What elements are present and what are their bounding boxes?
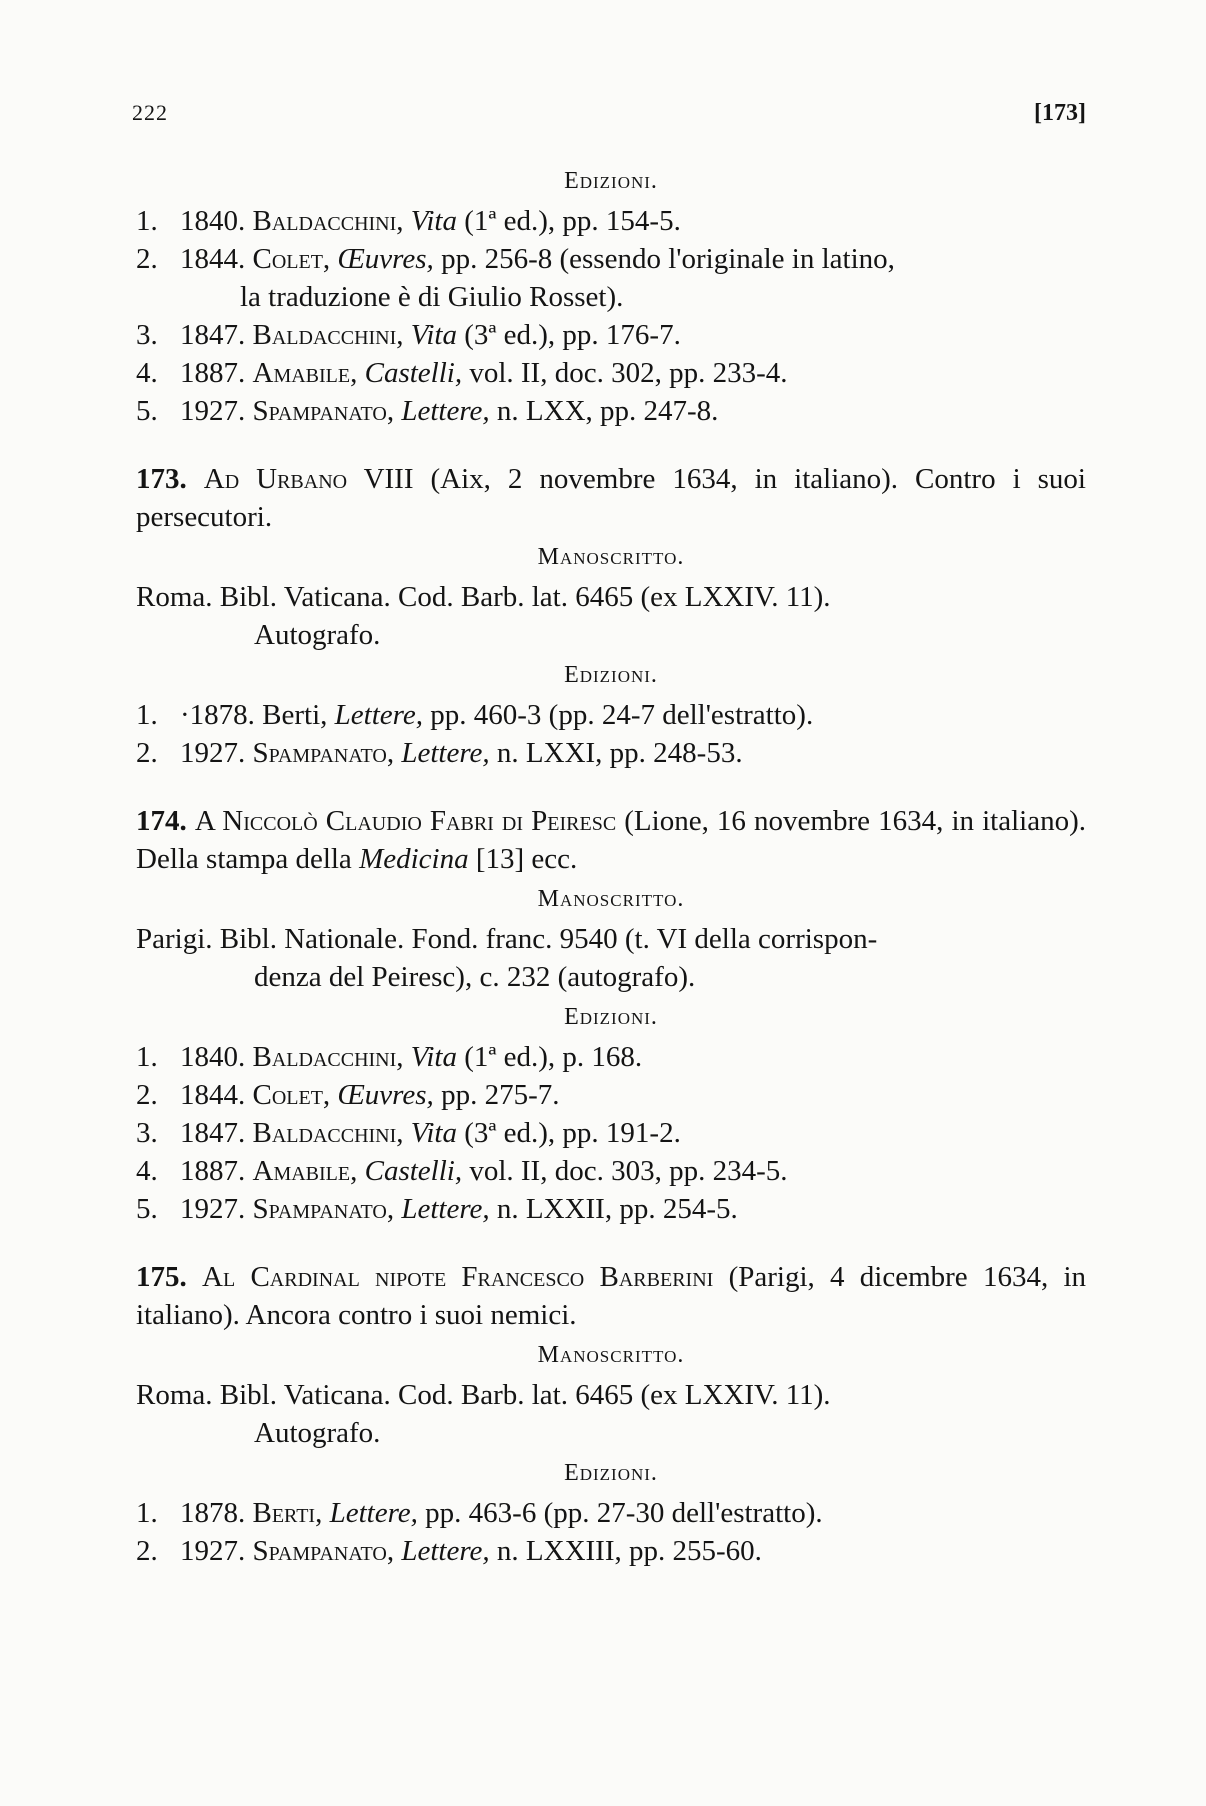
letter-number: 173.	[136, 463, 187, 495]
edition-entry	[136, 1494, 1086, 1532]
edition-text	[180, 316, 1086, 354]
edition-continuation-text: la traduzione è di Giulio Rosset).	[240, 281, 624, 313]
manoscritto-heading: Manoscritto.	[537, 544, 685, 570]
edition-year: 1927.	[180, 1193, 246, 1225]
edition-author: Berti,	[262, 699, 328, 731]
edition-details: n. LXXII, pp. 254-5.	[489, 1193, 738, 1225]
letter-recipient: Al Cardinal nipote Francesco Barberini	[202, 1261, 714, 1293]
letter-recipient: Ad Urbano VIII	[203, 463, 414, 495]
edition-entry	[136, 202, 1086, 240]
edition-entry	[136, 696, 1086, 734]
letter-recipient: A Niccolò Claudio Fabri di Peiresc	[194, 805, 617, 837]
edizioni-heading: Edizioni.	[564, 1460, 658, 1486]
edition-details: pp. 463-6 (pp. 27-30 dell'estratto).	[417, 1497, 823, 1529]
letter-173	[136, 460, 1086, 536]
edition-author: Berti,	[252, 1497, 323, 1529]
edition-entry	[136, 1076, 1086, 1114]
manuscript-note: Autografo.	[254, 1417, 381, 1449]
edition-text	[180, 1076, 1086, 1114]
work-title: Medicina	[359, 843, 469, 875]
edition-number: 1.	[136, 699, 158, 731]
editions-list	[136, 1494, 1086, 1570]
edition-text	[180, 696, 1086, 734]
edition-title: Vita	[410, 319, 457, 351]
edition-author: Spampanato,	[252, 1193, 395, 1225]
edition-details: pp. 275-7.	[433, 1079, 560, 1111]
edition-number: 2.	[136, 1079, 158, 1111]
edition-text	[180, 734, 1086, 772]
edition-details: (1ª ed.), pp. 154-5.	[456, 205, 681, 237]
edition-text	[180, 1190, 1086, 1228]
edition-year: 1927.	[180, 395, 246, 427]
edition-title: Œuvres,	[337, 243, 434, 275]
edition-author: Baldacchini,	[252, 1117, 404, 1149]
edition-details: (3ª ed.), pp. 191-2.	[456, 1117, 681, 1149]
edition-text	[180, 240, 1086, 278]
edition-year: ·1878.	[180, 699, 255, 731]
edition-entry	[136, 392, 1086, 430]
edition-entry	[136, 1532, 1086, 1570]
edition-title: Lettere,	[334, 699, 423, 731]
edition-text	[180, 1152, 1086, 1190]
edition-year: 1847.	[180, 319, 246, 351]
edition-details: n. LXX, pp. 247-8.	[489, 395, 719, 427]
edition-author: Amabile,	[252, 1155, 358, 1187]
edition-author: Colet,	[252, 243, 331, 275]
edition-number: 4.	[136, 1155, 158, 1187]
edition-author: Baldacchini,	[252, 205, 404, 237]
page-content	[136, 160, 1086, 1570]
edition-entry	[136, 240, 1086, 278]
edition-text	[180, 1494, 1086, 1532]
edition-details: (3ª ed.), pp. 176-7.	[456, 319, 681, 351]
edition-number: 3.	[136, 319, 158, 351]
edition-number: 2.	[136, 1535, 158, 1567]
edizioni-heading: Edizioni.	[564, 168, 658, 194]
edition-author: Baldacchini,	[252, 1041, 404, 1073]
edition-number: 4.	[136, 357, 158, 389]
edition-entry	[136, 354, 1086, 392]
editions-list	[136, 1038, 1086, 1228]
edition-details: (1ª ed.), p. 168.	[456, 1041, 643, 1073]
edition-title: Lettere,	[401, 1535, 490, 1567]
edition-title: Vita	[410, 1117, 457, 1149]
edition-title: Castelli,	[364, 357, 463, 389]
edition-details: vol. II, doc. 302, pp. 233-4.	[462, 357, 788, 389]
prev-editions-block	[136, 164, 1086, 430]
manuscript-note: Autografo.	[254, 619, 381, 651]
edition-title: Œuvres,	[337, 1079, 434, 1111]
edition-number: 1.	[136, 1041, 158, 1073]
edition-details: n. LXXIII, pp. 255-60.	[489, 1535, 762, 1567]
edition-title: Lettere,	[401, 395, 490, 427]
edition-title: Castelli,	[364, 1155, 463, 1187]
edition-title: Lettere,	[401, 737, 490, 769]
edition-year: 1840.	[180, 1041, 246, 1073]
letter-175	[136, 1258, 1086, 1334]
running-marker: [173]	[1034, 100, 1086, 126]
edition-text	[180, 1114, 1086, 1152]
letter-number: 175.	[136, 1261, 187, 1293]
edition-entry	[136, 316, 1086, 354]
editions-list	[136, 696, 1086, 772]
manoscritto-heading: Manoscritto.	[537, 1342, 685, 1368]
edition-year: 1840.	[180, 205, 246, 237]
edition-number: 1.	[136, 1497, 158, 1529]
letter-174	[136, 802, 1086, 878]
edition-text	[180, 1532, 1086, 1570]
edition-details: pp. 460-3 (pp. 24-7 dell'estratto).	[423, 699, 814, 731]
edition-number: 2.	[136, 243, 158, 275]
page-number: 222	[132, 100, 168, 125]
edition-entry	[136, 1038, 1086, 1076]
manuscript-entry	[136, 578, 1086, 654]
edition-entry	[136, 1152, 1086, 1190]
edition-title: Vita	[410, 1041, 457, 1073]
edition-entry	[136, 1114, 1086, 1152]
edition-year: 1927.	[180, 1535, 246, 1567]
letter-description: (Parigi, 4 dicembre 1634, in italiano). Ancora contro i suoi nemici.	[136, 1261, 1087, 1331]
edition-year: 1844.	[180, 243, 246, 275]
edition-text	[180, 1038, 1086, 1076]
edition-details: n. LXXI, pp. 248-53.	[489, 737, 743, 769]
letter-description: (Aix, 2 novembre 1634, in italiano). Contro i suoi persecutori.	[136, 463, 1086, 533]
manoscritto-heading: Manoscritto.	[537, 886, 685, 912]
edition-number: 1.	[136, 205, 158, 237]
edition-author: Colet,	[252, 1079, 331, 1111]
manuscript-location: Roma. Bibl. Vaticana. Cod. Barb. lat. 6465 (ex LXXIV. 11).	[136, 1379, 831, 1411]
edizioni-heading: Edizioni.	[564, 662, 658, 688]
edition-author: Spampanato,	[252, 1535, 395, 1567]
edition-number: 3.	[136, 1117, 158, 1149]
edition-text	[180, 392, 1086, 430]
edition-year: 1844.	[180, 1079, 246, 1111]
edition-title: Vita	[410, 205, 457, 237]
manuscript-location: Roma. Bibl. Vaticana. Cod. Barb. lat. 6465 (ex LXXIV. 11).	[136, 581, 831, 613]
edizioni-heading: Edizioni.	[564, 1004, 658, 1030]
edition-author: Baldacchini,	[252, 319, 404, 351]
edition-text	[180, 354, 1086, 392]
edition-author: Spampanato,	[252, 395, 395, 427]
edition-title: Lettere,	[401, 1193, 490, 1225]
manuscript-entry	[136, 920, 1086, 996]
edition-details: pp. 256-8 (essendo l'originale in latino,	[433, 243, 895, 275]
edition-author: Amabile,	[252, 357, 358, 389]
page-header	[132, 100, 1086, 127]
edition-year: 1847.	[180, 1117, 246, 1149]
edition-number: 2.	[136, 737, 158, 769]
edition-year: 1927.	[180, 737, 246, 769]
edition-number: 5.	[136, 1193, 158, 1225]
edition-year: 1878.	[180, 1497, 246, 1529]
manuscript-entry	[136, 1376, 1086, 1452]
editions-list	[136, 202, 1086, 430]
letter-number: 174.	[136, 805, 187, 837]
edition-number: 5.	[136, 395, 158, 427]
edition-title: Lettere,	[329, 1497, 418, 1529]
edition-year: 1887.	[180, 357, 246, 389]
letter-reference: [13] ecc.	[468, 843, 578, 875]
edition-continuation	[136, 278, 1086, 316]
edition-year: 1887.	[180, 1155, 246, 1187]
edition-author: Spampanato,	[252, 737, 395, 769]
manuscript-location: Parigi. Bibl. Nationale. Fond. franc. 9540 (t. VI della corrispon-	[136, 923, 878, 955]
edition-text	[180, 202, 1086, 240]
edition-entry	[136, 734, 1086, 772]
manuscript-note: denza del Peiresc), c. 232 (autografo).	[254, 961, 696, 993]
edition-entry	[136, 1190, 1086, 1228]
edition-details: vol. II, doc. 303, pp. 234-5.	[462, 1155, 788, 1187]
letter-description: (Lione, 16 novembre 1634, in italiano). Della stampa della	[136, 805, 1086, 875]
